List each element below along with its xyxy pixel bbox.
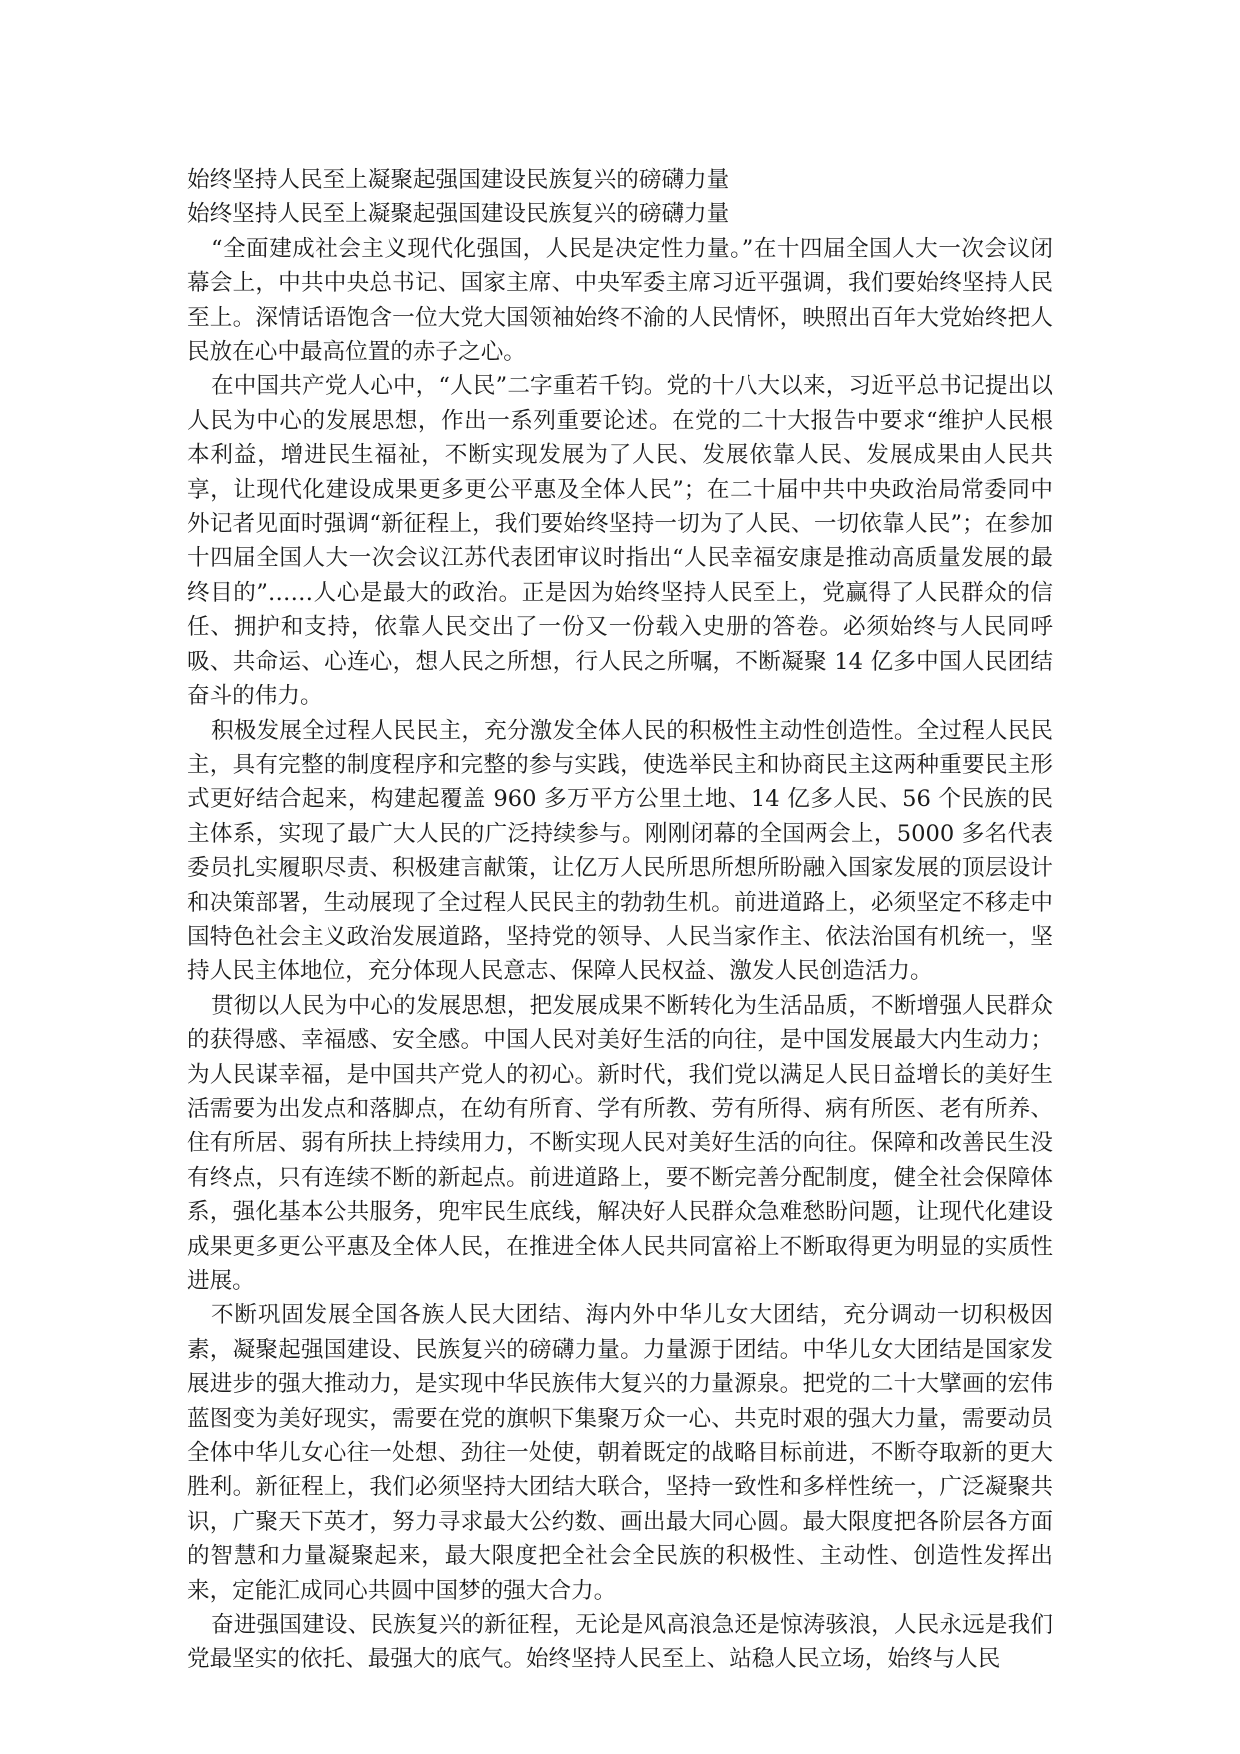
paragraph-people-first: 在中国共产党人心中，“人民”二字重若千钧。党的十八大以来，习近平总书记提出以人民为中心的发展思想，作出一系列重要论述。在党的二十大报告中要求“维护人民根本利益，增进民生福祉，不断实现发展为了人民、发展依靠人民、发展成果由人民共享，让现代化建设成果更多更公平惠及全体人民”；在二十届中共中央政治局常委同中外记者见面时强调“新征程上，我们要始终坚持一切为了人民、一切依靠人民”；在参加十四届全国人大一次会议江苏代表团审议时指出“人民幸福安康是推动高质量发展的最终目的”……人心是最大的政治。正是因为始终坚持人民至上，党赢得了人民群众的信任、拥护和支持，依靠人民交出了一份又一份载入史册的答卷。必须始终与人民同呼吸、共命运、心连心，想人民之所想，行人民之所嘱，不断凝聚 14 亿多中国人民团结奋斗的伟力。: [187, 373, 1053, 710]
paragraph-intro: “全面建成社会主义现代化强国，人民是决定性力量。”在十四届全国人大一次会议闭幕会上，中共中央总书记、国家主席、中央军委主席习近平强调，我们要始终坚持人民至上。深情话语饱含一位大党大国领袖始终不渝的人民情怀，映照出百年大党始终把人民放在心中最高位置的赤子之心。: [187, 235, 1053, 366]
paragraph-new-journey: 奋进强国建设、民族复兴的新征程，无论是风高浪急还是惊涛骇浪，人民永远是我们党最坚实的依托、最强大的底气。始终坚持人民至上、站稳人民立场，始终与人民: [187, 1612, 1053, 1673]
paragraph-great-unity: 不断巩固发展全国各族人民大团结、海内外中华儿女大团结，充分调动一切积极因素，凝聚起强国建设、民族复兴的磅礴力量。力量源于团结。中华儿女大团结是国家发展进步的强大推动力，是实现中华民族伟大复兴的力量源泉。把党的二十大擘画的宏伟蓝图变为美好现实，需要在党的旗帜下集聚万众一心、共克时艰的强大力量，需要动员全体中华儿女心往一处想、劲往一处使，朝着既定的战略目标前进，不断夺取新的更大胜利。新征程上，我们必须坚持大团结大联合，坚持一致性和多样性统一，广泛凝聚共识，广聚天下英才，努力寻求最大公约数、画出最大同心圆。最大限度把各阶层各方面的智慧和力量凝聚起来，最大限度把全社会全民族的积极性、主动性、创造性发挥出来，定能汇成同心共圆中国梦的强大合力。: [187, 1302, 1053, 1604]
article-title: 始终坚持人民至上凝聚起强国建设民族复兴的磅礴力量: [187, 167, 730, 193]
paragraph-people-centered-development: 贯彻以人民为中心的发展思想，把发展成果不断转化为生活品质，不断增强人民群众的获得感、幸福感、安全感。中国人民对美好生活的向往，是中国发展最大内生动力；为人民谋幸福，是中国共产党人的初心。新时代，我们党以满足人民日益增长的美好生活需要为出发点和落脚点，在幼有所育、学有所教、劳有所得、病有所医、老有所养、住有所居、弱有所扶上持续用力，不断实现人民对美好生活的向往。保障和改善民生没有终点，只有连续不断的新起点。前进道路上，要不断完善分配制度，健全社会保障体系，强化基本公共服务，兜牢民生底线，解决好人民群众急难愁盼问题，让现代化建设成果更多更公平惠及全体人民，在推进全体人民共同富裕上不断取得更为明显的实质性进展。: [187, 992, 1053, 1294]
article-body: [187, 163, 1053, 1677]
paragraph-whole-process-democracy: 积极发展全过程人民民主，充分激发全体人民的积极性主动性创造性。全过程人民民主，具有完整的制度程序和完整的参与实践，使选举民主和协商民主这两种重要民主形式更好结合起来，构建起覆盖 960 多万平方公里土地、14 亿多人民、56 个民族的民主体系，实现了最广大人民的广泛持续参与。刚刚闭幕的全国两会上，5000 多名代表委员扎实履职尽责、积极建言献策，让亿万人民所思所想所盼融入国家发展的顶层设计和决策部署，生动展现了全过程人民民主的勃勃生机。前进道路上，必须坚定不移走中国特色社会主义政治发展道路，坚持党的领导、人民当家作主、依法治国有机统一，坚持人民主体地位，充分体现人民意志、保障人民权益、激发人民创造活力。: [187, 717, 1053, 985]
article-title-repeat: 始终坚持人民至上凝聚起强国建设民族复兴的磅礴力量: [187, 201, 730, 228]
